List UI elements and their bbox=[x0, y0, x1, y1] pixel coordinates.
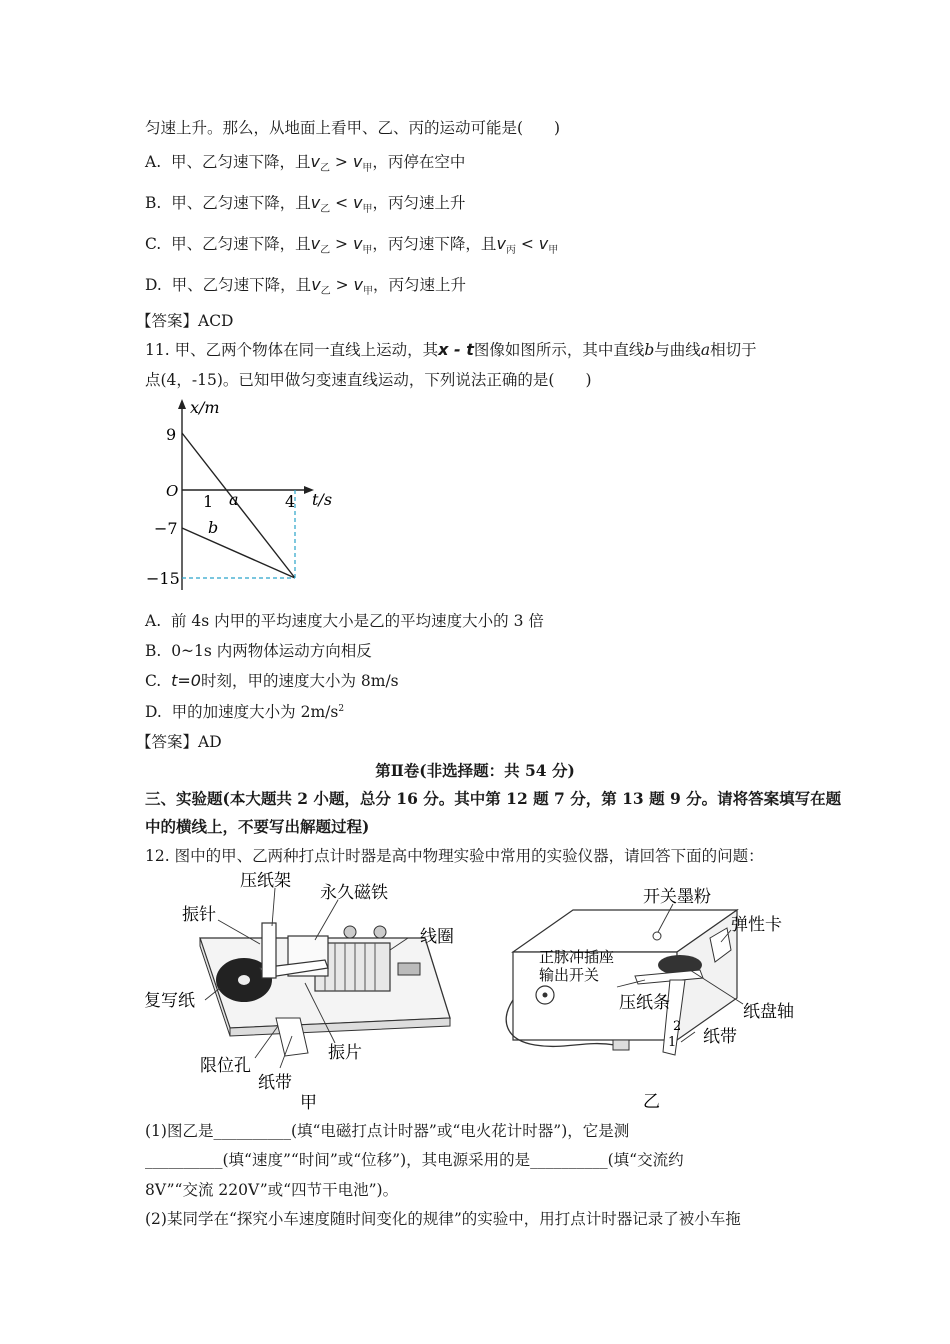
label-paper-tape: 纸带 bbox=[703, 1027, 737, 1047]
q12-stem: 12. 图中的甲、乙两种打点计时器是高中物理实验中常用的实验仪器，请回答下面的问题： bbox=[145, 847, 764, 865]
y-axis-label: x/m bbox=[190, 398, 220, 417]
plug bbox=[613, 1040, 629, 1050]
label-paper-holder: 压纸架 bbox=[240, 871, 291, 891]
tick-y-neg7: −7 bbox=[154, 519, 178, 538]
q11-stem-line-1: 11. 甲、乙两个物体在同一直线上运动，其x - t图像如图所示，其中直线b与曲线a相切于 bbox=[145, 340, 757, 359]
label-paper-disc-axis: 纸盘轴 bbox=[743, 1002, 794, 1022]
connector bbox=[398, 963, 420, 975]
y-axis-arrow bbox=[178, 399, 186, 409]
label-coil: 线圈 bbox=[420, 927, 454, 947]
label-limit-hole: 限位孔 bbox=[200, 1056, 251, 1076]
q10-option-b[interactable]: B. 甲、乙匀速下降，且$v_乙 < v_甲$，丙匀速上升 bbox=[145, 193, 466, 215]
label-tape-mark-1: 1 bbox=[668, 1035, 677, 1050]
q11-option-c[interactable]: C. t=0时刻，甲的速度大小为 8m/s bbox=[145, 671, 399, 690]
q11-option-b[interactable]: B. 0~1s 内两物体运动方向相反 bbox=[145, 642, 372, 660]
q11-answer: 【答案】AD bbox=[136, 733, 222, 751]
label-switch-toner: 开关墨粉 bbox=[643, 887, 711, 907]
q12-sub2-line-1: (2)某同学在“探究小车速度随时间变化的规律”的实验中，用打点计时器记录了被小车拖 bbox=[145, 1210, 741, 1228]
section-heading-line-2: 中的横线上，不要写出解题过程) bbox=[145, 817, 370, 836]
q12-sub1-line-1: (1)图乙是__________(填“电磁打点计时器”或“电火花计时器”)，它是测 bbox=[145, 1122, 630, 1140]
caption-jia: 甲 bbox=[300, 1093, 317, 1113]
q12-sub1-line-3: 8V”“交流 220V”或“四节干电池”)。 bbox=[145, 1181, 399, 1199]
label-permanent-magnet: 永久磁铁 bbox=[320, 883, 388, 903]
label-output-switch: 输出开关 bbox=[539, 966, 600, 984]
tick-x-4: 4 bbox=[285, 492, 296, 511]
tick-x-1: 1 bbox=[203, 492, 214, 511]
caption-yi: 乙 bbox=[643, 1092, 660, 1112]
q12-sub1-line-2: __________(填“速度”“时间”或“位移”)，其电源采用的是__________(填“交流约 bbox=[145, 1151, 684, 1169]
label-paper-tape: 纸带 bbox=[258, 1073, 292, 1093]
terminal-2 bbox=[374, 926, 386, 938]
q10-option-d[interactable]: D. 甲、乙匀速下降，且$v_乙 > v_甲$，丙匀速上升 bbox=[145, 275, 467, 297]
q10-option-c[interactable]: C. 甲、乙匀速下降，且$v_乙 > v_甲$，丙匀速下降，且$v_丙 < v_甲$ bbox=[145, 234, 559, 256]
q11-option-d[interactable]: D. 甲的加速度大小为 $2m/s^2$ bbox=[145, 703, 345, 721]
figure-yi-spark-timer bbox=[495, 880, 815, 1113]
switch-knob bbox=[653, 932, 661, 940]
label-a: a bbox=[229, 490, 239, 509]
terminal-1 bbox=[344, 926, 356, 938]
label-pressing-strip: 压纸条 bbox=[619, 993, 670, 1013]
q10-stem-end: 匀速上升。那么，从地面上看甲、乙、丙的运动可能是( ) bbox=[145, 119, 561, 137]
q10-answer: 【答案】ACD bbox=[136, 312, 234, 330]
tick-y-neg15: −15 bbox=[146, 569, 180, 588]
figure-jia-electromagnetic-timer bbox=[140, 868, 470, 1113]
q10-option-a[interactable]: A. 甲、乙匀速下降，且$v_乙 > v_甲$，丙停在空中 bbox=[145, 152, 466, 174]
origin-label: O bbox=[166, 482, 179, 500]
q11-stem-line-2: 点(4，-15)。已知甲做匀变速直线运动，下列说法正确的是( ) bbox=[145, 371, 592, 389]
carbon-paper-center bbox=[238, 975, 250, 985]
tick-y-9: 9 bbox=[166, 425, 177, 444]
label-tape-mark-2: 2 bbox=[673, 1019, 682, 1034]
label-vibrating-plate: 振片 bbox=[328, 1043, 362, 1063]
paper-clamp bbox=[262, 923, 276, 978]
x-axis-label: t/s bbox=[312, 490, 333, 509]
q11-xt-graph bbox=[140, 395, 350, 595]
line-b bbox=[182, 528, 295, 578]
label-pulse-socket: 正脉冲插座 bbox=[539, 948, 615, 966]
section-title: 第Ⅱ卷(非选择题：共 54 分) bbox=[375, 761, 575, 780]
label-vibrating-needle: 振针 bbox=[182, 905, 216, 925]
label-carbon-paper: 复写纸 bbox=[144, 991, 195, 1011]
section-heading-line-1: 三、实验题(本大题共 2 小题，总分 16 分。其中第 12 题 7 分，第 13 题 9 分。请将答案填写在题 bbox=[145, 789, 842, 808]
q11-option-a[interactable]: A. 前 4s 内甲的平均速度大小是乙的平均速度大小的 3 倍 bbox=[145, 612, 544, 630]
label-elastic-clip: 弹性卡 bbox=[731, 915, 782, 935]
label-b: b bbox=[208, 518, 219, 537]
